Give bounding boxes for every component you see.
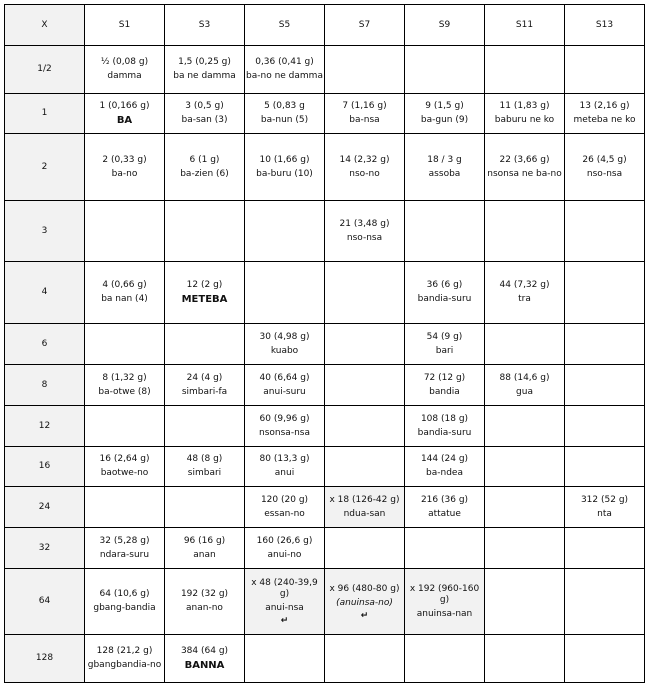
weight-value: 11 (1,83 g) [499, 101, 550, 111]
unit-name: baotwe-no [100, 468, 149, 478]
table-cell [405, 635, 485, 683]
weight-value: 54 (9 g) [426, 331, 463, 342]
weight-value: 44 (7,32 g) [499, 280, 550, 290]
table-row [5, 635, 645, 683]
table-cell [325, 487, 405, 528]
table-cell [245, 46, 325, 94]
table-cell [565, 365, 645, 406]
table-cell [85, 201, 165, 262]
unit-name: ba-nsa [349, 115, 380, 125]
unit-name: ba-otwe (8) [98, 386, 151, 397]
table-cell [485, 447, 565, 487]
unit-name: gbang-bandia [93, 603, 156, 613]
row-label: 1 [5, 94, 85, 134]
weight-value: 120 (20 g) [260, 494, 309, 505]
header-cell: S9 [405, 5, 485, 46]
unit-name: anui [274, 468, 295, 478]
table-cell [405, 365, 485, 406]
weight-value: 0,36 (0,41 g) [255, 57, 314, 67]
table-cell [85, 134, 165, 201]
table-cell [325, 46, 405, 94]
table-cell [485, 262, 565, 324]
table-row [5, 262, 645, 324]
weight-value: 312 (52 g) [580, 494, 629, 505]
table-cell [565, 324, 645, 365]
table-cell [85, 94, 165, 134]
row-label: 4 [5, 262, 85, 324]
table-cell [325, 635, 405, 683]
unit-name: anui-no [267, 549, 302, 560]
unit-name: nso-nsa [346, 232, 383, 243]
weight-value: 48 (8 g) [186, 454, 223, 464]
table-cell [245, 487, 325, 528]
weight-value: 10 (1,66 g) [259, 154, 310, 165]
table-cell [405, 406, 485, 447]
table-cell [405, 201, 485, 262]
header-cell: S5 [245, 5, 325, 46]
weight-value: 1,5 (0,25 g) [178, 57, 231, 67]
table-cell [485, 324, 565, 365]
unit-name: (anuinsa-no) [336, 597, 393, 608]
header-cell-x: X [5, 5, 85, 46]
table-cell [405, 447, 485, 487]
weight-value: 14 (2,32 g) [339, 154, 390, 165]
unit-name: bandia [429, 386, 460, 397]
weight-value: 24 (4 g) [186, 372, 223, 383]
table-row [5, 487, 645, 528]
table-cell [245, 94, 325, 134]
table-cell [565, 447, 645, 487]
weight-value: 30 (4,98 g) [259, 331, 310, 342]
table-cell [485, 487, 565, 528]
table-cell [85, 635, 165, 683]
table-cell [165, 262, 245, 324]
table-cell [325, 569, 405, 635]
unit-name: nsonsa ne ba-no [487, 168, 562, 179]
unit-name: bari [435, 345, 454, 356]
weight-value: 144 (24 g) [420, 454, 469, 464]
table-cell [485, 635, 565, 683]
table-cell [165, 201, 245, 262]
unit-name: bandia-suru [417, 427, 472, 438]
unit-name: nsonsa-nsa [259, 427, 310, 438]
table-cell [245, 569, 325, 635]
unit-name: anui-nsa [265, 603, 304, 613]
unit-name: ba-ndea [426, 468, 463, 478]
weight-value: 26 (4,5 g) [582, 154, 627, 165]
table-cell [325, 94, 405, 134]
table-cell [165, 569, 245, 635]
unit-name: simbari [187, 468, 222, 478]
row-label: 8 [5, 365, 85, 406]
weight-value: 2 (0,33 g) [102, 154, 147, 165]
unit-name: ndua-san [343, 508, 386, 519]
table-cell [245, 365, 325, 406]
unit-name: BA [116, 115, 133, 126]
table-cell [165, 365, 245, 406]
unit-name: nta [597, 508, 612, 519]
weight-value: 96 (16 g) [183, 535, 226, 546]
table-cell [165, 635, 245, 683]
unit-name: ba-buru (10) [256, 168, 313, 179]
unit-name: nso-nsa [586, 168, 623, 179]
row-label: 16 [5, 447, 85, 487]
row-label: 6 [5, 324, 85, 365]
table-cell [405, 262, 485, 324]
table-cell [565, 46, 645, 94]
table-cell [485, 94, 565, 134]
table-cell [165, 447, 245, 487]
weight-value: x 192 (960-160 g) [409, 583, 480, 605]
table-cell [565, 134, 645, 201]
weight-value: ½ (0,08 g) [100, 57, 149, 67]
table-cell [245, 635, 325, 683]
table-cell [485, 406, 565, 447]
weight-value: 16 (2,64 g) [99, 454, 150, 464]
unit-name: anan-no [186, 603, 223, 613]
table-row [5, 134, 645, 201]
unit-name: METEBA [181, 294, 228, 305]
weight-value: 18 / 3 g [427, 154, 462, 165]
row-label: 64 [5, 569, 85, 635]
unit-name: damma [107, 71, 142, 81]
table-cell [325, 324, 405, 365]
table-cell [565, 262, 645, 324]
weight-value: 384 (64 g) [180, 646, 229, 656]
unit-name: ba-gun (9) [420, 115, 469, 125]
header-cell: S3 [165, 5, 245, 46]
table-cell [165, 528, 245, 569]
row-label: 12 [5, 406, 85, 447]
unit-name: meteba ne ko [573, 115, 636, 125]
weight-value: 88 (14,6 g) [499, 372, 550, 383]
table-cell [245, 447, 325, 487]
table-cell [405, 487, 485, 528]
table-cell [245, 406, 325, 447]
unit-name: kuabo [270, 345, 299, 356]
table-cell [325, 528, 405, 569]
table-cell [245, 528, 325, 569]
unit-name: essan-no [264, 508, 305, 519]
weight-value: x 48 (240-39,9 g) [251, 578, 318, 599]
table-cell [85, 487, 165, 528]
table-row [5, 406, 645, 447]
weight-value: 160 (26,6 g) [256, 535, 313, 546]
table-row [5, 46, 645, 94]
table-cell [565, 528, 645, 569]
table-row [5, 94, 645, 134]
table-cell [325, 447, 405, 487]
weight-value: 128 (21,2 g) [96, 646, 153, 656]
table-cell [485, 46, 565, 94]
table-cell [85, 46, 165, 94]
weight-value: 40 (6,64 g) [259, 372, 310, 383]
weight-value: 1 (0,166 g) [99, 101, 150, 111]
row-label: 2 [5, 134, 85, 201]
unit-name: ndara-suru [99, 549, 150, 560]
table-cell [325, 365, 405, 406]
table-cell [565, 406, 645, 447]
row-label: 1/2 [5, 46, 85, 94]
unit-name: ba nan (4) [101, 294, 148, 304]
weight-value: 21 (3,48 g) [339, 218, 390, 229]
table-cell [85, 447, 165, 487]
unit-name: nso-no [349, 168, 380, 179]
weight-value: 4 (0,66 g) [102, 280, 147, 290]
table-cell [565, 487, 645, 528]
unit-name: simbari-fa [181, 386, 228, 397]
unit-name: ba-san (3) [181, 115, 228, 125]
table-cell [85, 569, 165, 635]
table-cell [405, 134, 485, 201]
weight-value: 3 (0,5 g) [185, 101, 224, 111]
weight-value: 192 (32 g) [180, 589, 229, 599]
table-cell [405, 569, 485, 635]
weight-value: 5 (0,83 g [264, 101, 305, 111]
table-cell [405, 324, 485, 365]
unit-name: ba-zien (6) [180, 168, 229, 179]
unit-name: gbangbandia-no [87, 660, 162, 670]
weight-value: 12 (2 g) [186, 280, 223, 290]
weight-value: 80 (13,3 g) [259, 454, 310, 464]
row-label: 128 [5, 635, 85, 683]
weight-value: 108 (18 g) [420, 413, 469, 424]
row-label: 3 [5, 201, 85, 262]
weight-value: 64 (10,6 g) [99, 589, 150, 599]
table-cell [565, 569, 645, 635]
weight-value: 36 (6 g) [426, 280, 463, 290]
table-cell [325, 406, 405, 447]
table-cell [485, 365, 565, 406]
return-arrow-icon: ↵ [280, 616, 289, 626]
table-cell [325, 262, 405, 324]
weight-value: 8 (1,32 g) [102, 372, 147, 383]
weights-table [4, 4, 645, 683]
row-label: 24 [5, 487, 85, 528]
table-cell [85, 365, 165, 406]
table-cell [85, 262, 165, 324]
table-cell [245, 201, 325, 262]
header-cell: S13 [565, 5, 645, 46]
header-row [5, 5, 645, 46]
table-cell [485, 201, 565, 262]
table-cell [565, 201, 645, 262]
table-cell [485, 569, 565, 635]
weight-value: 22 (3,66 g) [499, 154, 550, 165]
weight-value: 32 (5,28 g) [99, 535, 150, 546]
return-arrow-icon: ↵ [360, 610, 369, 621]
unit-name: ba ne damma [173, 71, 236, 81]
table-cell [85, 528, 165, 569]
header-cell: S7 [325, 5, 405, 46]
table-cell [405, 46, 485, 94]
unit-name: bandia-suru [417, 294, 472, 304]
table-cell [565, 94, 645, 134]
table-cell [325, 134, 405, 201]
weight-value: 7 (1,16 g) [342, 101, 387, 111]
table-cell [405, 528, 485, 569]
weight-value: 216 (36 g) [420, 494, 469, 505]
table-cell [165, 324, 245, 365]
table-cell [165, 46, 245, 94]
unit-name: baburu ne ko [494, 115, 555, 125]
unit-name: ba-no [111, 168, 138, 179]
unit-name: anan [193, 549, 216, 560]
table-cell [485, 134, 565, 201]
unit-name: ba-nun (5) [260, 115, 309, 125]
weight-value: 9 (1,5 g) [425, 101, 464, 111]
table-cell [485, 528, 565, 569]
table-cell [165, 487, 245, 528]
table-cell [165, 134, 245, 201]
unit-name: assoba [428, 168, 461, 179]
row-label: 32 [5, 528, 85, 569]
weight-value: 6 (1 g) [189, 154, 220, 165]
table-cell [565, 635, 645, 683]
unit-name: tra [518, 294, 531, 304]
table-row [5, 365, 645, 406]
unit-name: attatue [428, 508, 461, 519]
table-row [5, 201, 645, 262]
weight-value: 60 (9,96 g) [259, 413, 310, 424]
table-cell [245, 324, 325, 365]
header-cell: S1 [85, 5, 165, 46]
weight-value: 13 (2,16 g) [579, 101, 630, 111]
table-cell [165, 406, 245, 447]
table-row [5, 324, 645, 365]
unit-name: anui-suru [263, 386, 306, 397]
unit-name: ba-no ne damma [246, 71, 323, 81]
table-cell [245, 134, 325, 201]
table-row [5, 447, 645, 487]
header-cell: S11 [485, 5, 565, 46]
table-cell [165, 94, 245, 134]
table-cell [325, 201, 405, 262]
table-row [5, 528, 645, 569]
table-cell [85, 406, 165, 447]
table-cell [85, 324, 165, 365]
table-cell [245, 262, 325, 324]
weight-value: x 18 (126-42 g) [329, 494, 400, 505]
table-cell [405, 94, 485, 134]
unit-name: anuinsa-nan [416, 608, 473, 619]
weight-value: 72 (12 g) [423, 372, 466, 383]
table-row [5, 569, 645, 635]
weight-value: x 96 (480-80 g) [329, 583, 400, 594]
unit-name: BANNA [184, 660, 225, 671]
unit-name: gua [516, 386, 533, 397]
